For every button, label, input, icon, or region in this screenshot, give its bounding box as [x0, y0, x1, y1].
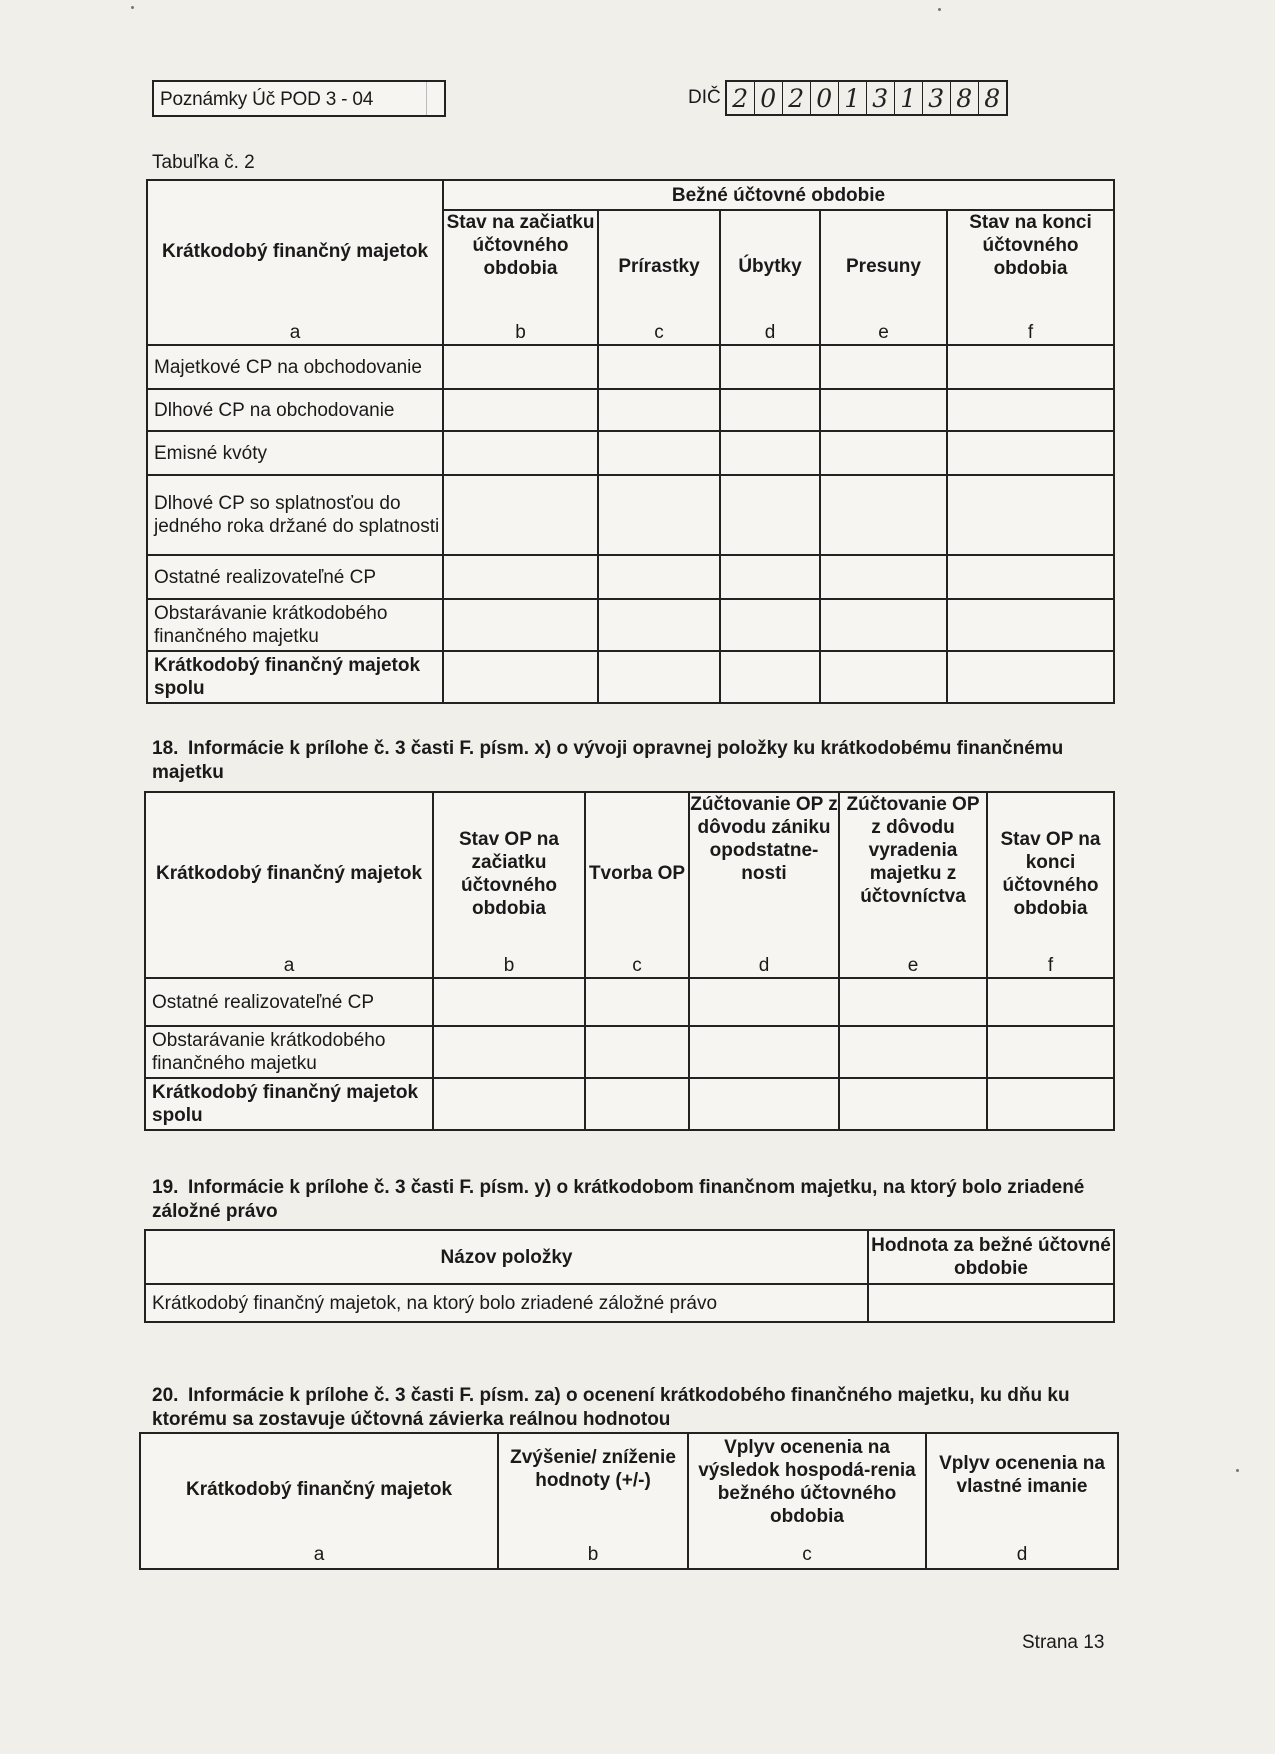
table-row-total — [147, 651, 1114, 703]
section-18-title: 18. Informácie k prílohe č. 3 časti F. písm. x) o vývoji opravnej položky ku krátkodobému finančnému majetku — [152, 738, 1064, 783]
cell[interactable] — [987, 1078, 1114, 1130]
cell[interactable] — [433, 978, 585, 1026]
cell[interactable] — [689, 1078, 839, 1130]
cell[interactable] — [443, 389, 598, 431]
cell[interactable] — [598, 389, 720, 431]
row-label: Krátkodobý finančný majetok, na ktorý bolo zriadené záložné právo — [145, 1284, 868, 1322]
table20-col-d: Vplyv ocenenia na vlastné imanie d — [926, 1433, 1118, 1569]
cell[interactable] — [720, 651, 820, 703]
row-label: Dlhové CP na obchodovanie — [147, 389, 443, 431]
cell[interactable] — [585, 978, 689, 1026]
cell[interactable] — [947, 345, 1114, 389]
cell[interactable] — [585, 1078, 689, 1130]
cell[interactable] — [947, 651, 1114, 703]
cell[interactable] — [720, 555, 820, 599]
cell[interactable] — [720, 431, 820, 475]
table2-caption: Tabuľka č. 2 — [152, 152, 255, 173]
cell[interactable] — [689, 978, 839, 1026]
dic-digit: 3 — [923, 82, 951, 114]
cell[interactable] — [947, 475, 1114, 555]
dic-digit: 2 — [727, 82, 755, 114]
table2-col-d: Úbytky d — [720, 210, 820, 345]
table2-col-b: Stav na začiatku účtovného obdobia b — [443, 210, 598, 345]
ghost-cell — [426, 82, 447, 115]
dic-digit: 3 — [867, 82, 895, 114]
table19-col-name: Názov položky — [145, 1230, 868, 1284]
cell[interactable] — [720, 345, 820, 389]
table18-col-b: Stav OP na začiatku účtovného obdobia b — [433, 792, 585, 978]
cell[interactable] — [598, 475, 720, 555]
table18-col-e: Zúčtovanie OP z dôvodu vyradenia majetku z účtovníctva e — [839, 792, 987, 978]
table18 — [144, 791, 1115, 1131]
dic-label: DIČ — [688, 87, 721, 108]
cell[interactable] — [820, 599, 947, 651]
cell[interactable] — [443, 599, 598, 651]
section-20-title: 20. Informácie k prílohe č. 3 časti F. písm. za) o ocenení krátkodobého finančného majetku, ku dňu ku ktorému sa zostavuje účtovná závierka reálnou hodnotou — [152, 1385, 1070, 1430]
cell[interactable] — [720, 475, 820, 555]
cell[interactable] — [443, 431, 598, 475]
scan-speck — [131, 6, 134, 9]
cell[interactable] — [820, 389, 947, 431]
row-label: Ostatné realizovateľné CP — [145, 978, 433, 1026]
table2-col-e: Presuny e — [820, 210, 947, 345]
cell[interactable] — [947, 389, 1114, 431]
cell[interactable] — [598, 651, 720, 703]
dic-digit: 8 — [984, 83, 1001, 113]
cell[interactable] — [947, 599, 1114, 651]
table2-col-c: Prírastky c — [598, 210, 720, 345]
cell[interactable] — [987, 978, 1114, 1026]
cell[interactable] — [839, 978, 987, 1026]
table18-col-f: Stav OP na konci účtovného obdobia f — [987, 792, 1114, 978]
form-label-box — [152, 80, 446, 117]
cell[interactable] — [598, 345, 720, 389]
cell[interactable] — [820, 431, 947, 475]
table-row — [147, 599, 1114, 651]
table-row — [147, 389, 1114, 431]
table-row — [147, 345, 1114, 389]
table-row — [147, 475, 1114, 555]
cell[interactable] — [839, 1078, 987, 1130]
cell[interactable] — [443, 651, 598, 703]
row-label: Majetkové CP na obchodovanie — [147, 345, 443, 389]
scan-speck — [938, 8, 941, 11]
table20 — [139, 1432, 1119, 1570]
cell[interactable] — [433, 1026, 585, 1078]
cell[interactable] — [720, 389, 820, 431]
table-row — [145, 1026, 1114, 1078]
table19 — [144, 1229, 1115, 1323]
table2-group-header: Bežné účtovné obdobie — [443, 180, 1114, 210]
cell[interactable] — [433, 1078, 585, 1130]
cell[interactable] — [820, 345, 947, 389]
cell[interactable] — [947, 555, 1114, 599]
table2-row-header: Krátkodobý finančný majetok a — [147, 180, 443, 345]
dic-digit: 0 — [811, 82, 839, 114]
cell[interactable] — [443, 555, 598, 599]
section-19-title: 19. Informácie k prílohe č. 3 časti F. písm. y) o krátkodobom finančnom majetku, na ktorý bolo zriadené záložné právo — [152, 1177, 1085, 1222]
row-label: Ostatné realizovateľné CP — [147, 555, 443, 599]
cell[interactable] — [443, 345, 598, 389]
cell[interactable] — [585, 1026, 689, 1078]
row-label: Emisné kvóty — [147, 431, 443, 475]
cell[interactable] — [443, 475, 598, 555]
cell[interactable] — [598, 599, 720, 651]
cell[interactable] — [868, 1284, 1114, 1322]
table19-col-value: Hodnota za bežné účtovné obdobie — [868, 1230, 1114, 1284]
dic-cells — [725, 80, 1008, 116]
dic-digit: 8 — [951, 82, 979, 114]
cell[interactable] — [987, 1026, 1114, 1078]
cell[interactable] — [598, 555, 720, 599]
table-row — [145, 978, 1114, 1026]
table20-col-b: Zvýšenie/ zníženie hodnoty (+/-) b — [498, 1433, 688, 1569]
cell[interactable] — [820, 555, 947, 599]
row-label: Krátkodobý finančný majetok spolu — [145, 1078, 433, 1130]
table18-row-header: Krátkodobý finančný majetok a — [145, 792, 433, 978]
table20-col-c: Vplyv ocenenia na výsledok hospodá-renia bežného účtovného obdobia c — [688, 1433, 926, 1569]
table20-col-a: Krátkodobý finančný majetok a — [140, 1433, 498, 1569]
cell[interactable] — [839, 1026, 987, 1078]
table18-col-d: Zúčtovanie OP z dôvodu zániku opodstatne-nosti d — [690, 794, 838, 976]
dic-digit: 2 — [783, 82, 811, 114]
table2 — [146, 179, 1115, 704]
row-label: Obstarávanie krátkodobého finančného majetku — [147, 599, 443, 651]
row-label: Dlhové CP so splatnosťou do jedného roka držané do splatnosti — [147, 475, 443, 555]
table2-col-f: Stav na konci účtovného obdobia f — [947, 210, 1114, 345]
row-label: Krátkodobý finančný majetok spolu — [147, 651, 443, 703]
page-number: Strana 13 — [1022, 1632, 1105, 1653]
scan-speck — [1236, 1469, 1239, 1472]
cell[interactable] — [720, 599, 820, 651]
cell[interactable] — [598, 431, 720, 475]
table-row — [147, 555, 1114, 599]
row-label: Obstarávanie krátkodobého finančného majetku — [145, 1026, 433, 1078]
dic-field — [688, 80, 1008, 116]
dic-digit: 0 — [755, 82, 783, 114]
table-row-total — [145, 1078, 1114, 1130]
cell[interactable] — [689, 1026, 839, 1078]
dic-digit: 1 — [839, 82, 867, 114]
table-row — [147, 431, 1114, 475]
dic-digit: 1 — [895, 82, 923, 114]
table-row — [145, 1284, 1114, 1322]
cell[interactable] — [820, 475, 947, 555]
form-label: Poznámky Úč POD 3 - 04 — [160, 89, 374, 110]
cell[interactable] — [947, 431, 1114, 475]
cell[interactable] — [820, 651, 947, 703]
table18-col-c: Tvorba OP c — [585, 792, 689, 978]
